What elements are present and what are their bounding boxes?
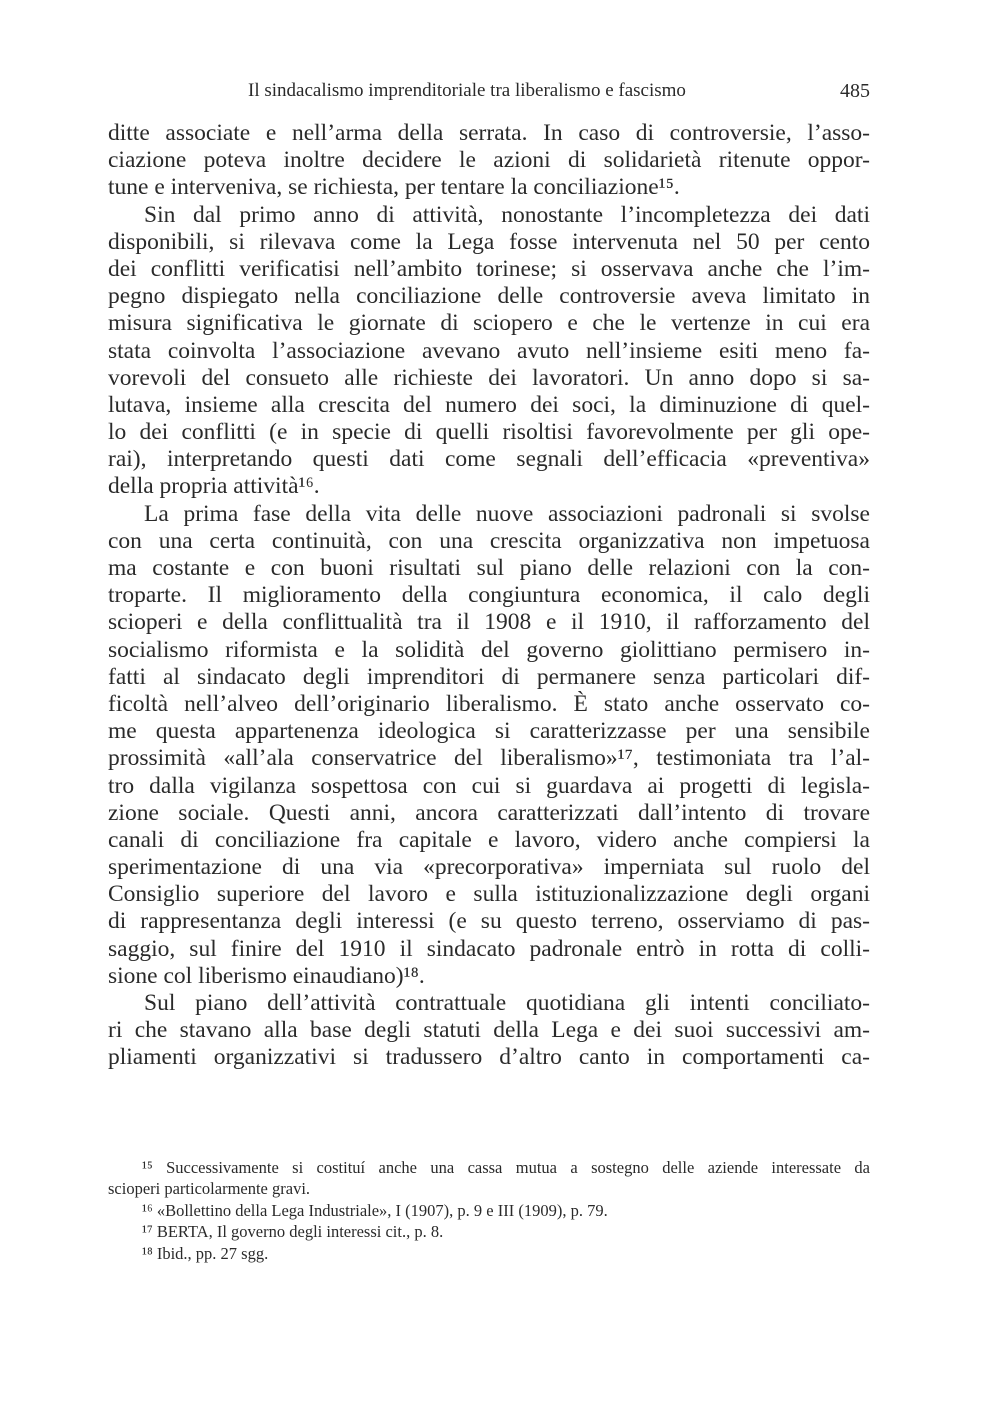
- text-line: ciazione poteva inoltre decidere le azioni di solidarietà ritenute oppor-: [108, 147, 870, 174]
- text-line: saggio, sul finire del 1910 il sindacato padronale entrò in rotta di colli-: [108, 935, 870, 962]
- text-line: rai), interpretando questi dati come segnali dell’efficacia «preventiva»: [108, 446, 870, 473]
- text-line: ri che stavano alla base degli statuti della Lega e dei suoi successivi am-: [108, 1017, 870, 1044]
- footnote-15-continued: scioperi particolarmente gravi.: [108, 1179, 311, 1199]
- footnote-17: ¹⁷ BERTA, Il governo degli interessi cit., p. 8.: [142, 1222, 444, 1242]
- text-line: ma costante e con buoni risultati sul piano delle relazioni con la con-: [108, 555, 870, 581]
- text-line: zione sociale. Questi anni, ancora caratterizzati dall’intento di trovare: [108, 799, 870, 826]
- text-line: con una certa continuità, con una crescita organizzativa non impetuosa: [108, 527, 870, 554]
- text-line: dei conflitti verificatisi nell’ambito torinese; si osservava anche che l’im-: [108, 255, 870, 282]
- text-line: canali di conciliazione fra capitale e lavoro, videro anche compiersi la: [108, 826, 870, 853]
- text-line: misura significativa le giornate di sciopero e che le vertenze in cui era: [108, 310, 870, 337]
- text-line: fatti al sindacato degli imprenditori di permanere senza particolari dif-: [108, 663, 870, 690]
- text-line: La prima fase della vita delle nuove associazioni padronali si svolse: [144, 500, 870, 527]
- text-line: Sul piano dell’attività contrattuale quotidiana gli intenti conciliato-: [144, 990, 870, 1016]
- text-line: troparte. Il miglioramento della congiuntura economica, il calo degli: [108, 582, 870, 609]
- text-line: vorevoli del consueto alle richieste dei lavoratori. Un anno dopo si sa-: [108, 364, 870, 391]
- text-line: di rappresentanza degli interessi (e su questo terreno, osserviamo di pas-: [108, 908, 870, 935]
- text-line: sperimentazione di una via «precorporativa» imperniata sul ruolo del: [108, 854, 870, 881]
- text-line: disponibili, si rilevava come la Lega fosse intervenuta nel 50 per cento: [108, 228, 870, 255]
- text-line: socialismo riformista e la solidità del governo giolittiano permisero in-: [108, 636, 870, 663]
- text-line: Consiglio superiore del lavoro e sulla istituzionalizzazione degli organi: [108, 881, 870, 908]
- text-line: stata coinvolta l’associazione avevano avuto nell’insieme esiti meno fa-: [108, 337, 870, 364]
- running-header: [108, 80, 870, 108]
- text-line: pliamenti organizzativi si tradussero d’altro canto in comportamenti ca-: [108, 1044, 870, 1071]
- footnote-18: ¹⁸ Ibid., pp. 27 sgg.: [142, 1243, 269, 1263]
- text-line: lo dei conflitti (e in specie di quelli risoltisi favorevolmente per gli ope-: [108, 419, 870, 446]
- footnote-15: ¹⁵ Successivamente si costituí anche una cassa mutua a sostegno delle aziende interessate da: [142, 1158, 870, 1177]
- footnote-16: ¹⁶ «Bollettino della Lega Industriale», I (1907), p. 9 e III (1909), p. 79.: [142, 1200, 608, 1220]
- footnotes: [108, 1157, 870, 1264]
- page-number: 485: [840, 80, 870, 102]
- text-line: ficoltà nell’alveo dell’originario liberalismo. È stato anche osservato co-: [108, 690, 870, 717]
- text-line: pegno dispiegato nella conciliazione delle controversie aveva limitato in: [108, 283, 870, 310]
- text-line: Sin dal primo anno di attività, nonostante l’incompletezza dei dati: [144, 201, 870, 228]
- text-line: tune e interveniva, se richiesta, per tentare la conciliazione¹⁵.: [108, 174, 680, 201]
- text-line: sione col liberismo einaudiano)¹⁸.: [108, 962, 425, 989]
- main-text: [108, 120, 870, 1072]
- text-line: lutava, insieme alla crescita del numero dei soci, la diminuzione di quel-: [108, 391, 870, 418]
- text-line: me questa appartenenza ideologica si caratterizzasse per una sensibile: [108, 718, 870, 745]
- text-line: prossimità «all’ala conservatrice del liberalismo»¹⁷, testimoniata tra l’al-: [108, 745, 870, 772]
- text-line: ditte associate e nell’arma della serrata. In caso di controversie, l’asso-: [108, 120, 870, 146]
- running-title: Il sindacalismo imprenditoriale tra liberalismo e fascismo: [248, 80, 686, 101]
- text-line: della propria attività¹⁶.: [108, 473, 320, 500]
- text-line: scioperi e della conflittualità tra il 1908 e il 1910, il rafforzamento del: [108, 609, 870, 636]
- text-line: tro dalla vigilanza sospettosa con cui si guardava ai progetti di legisla-: [108, 772, 870, 799]
